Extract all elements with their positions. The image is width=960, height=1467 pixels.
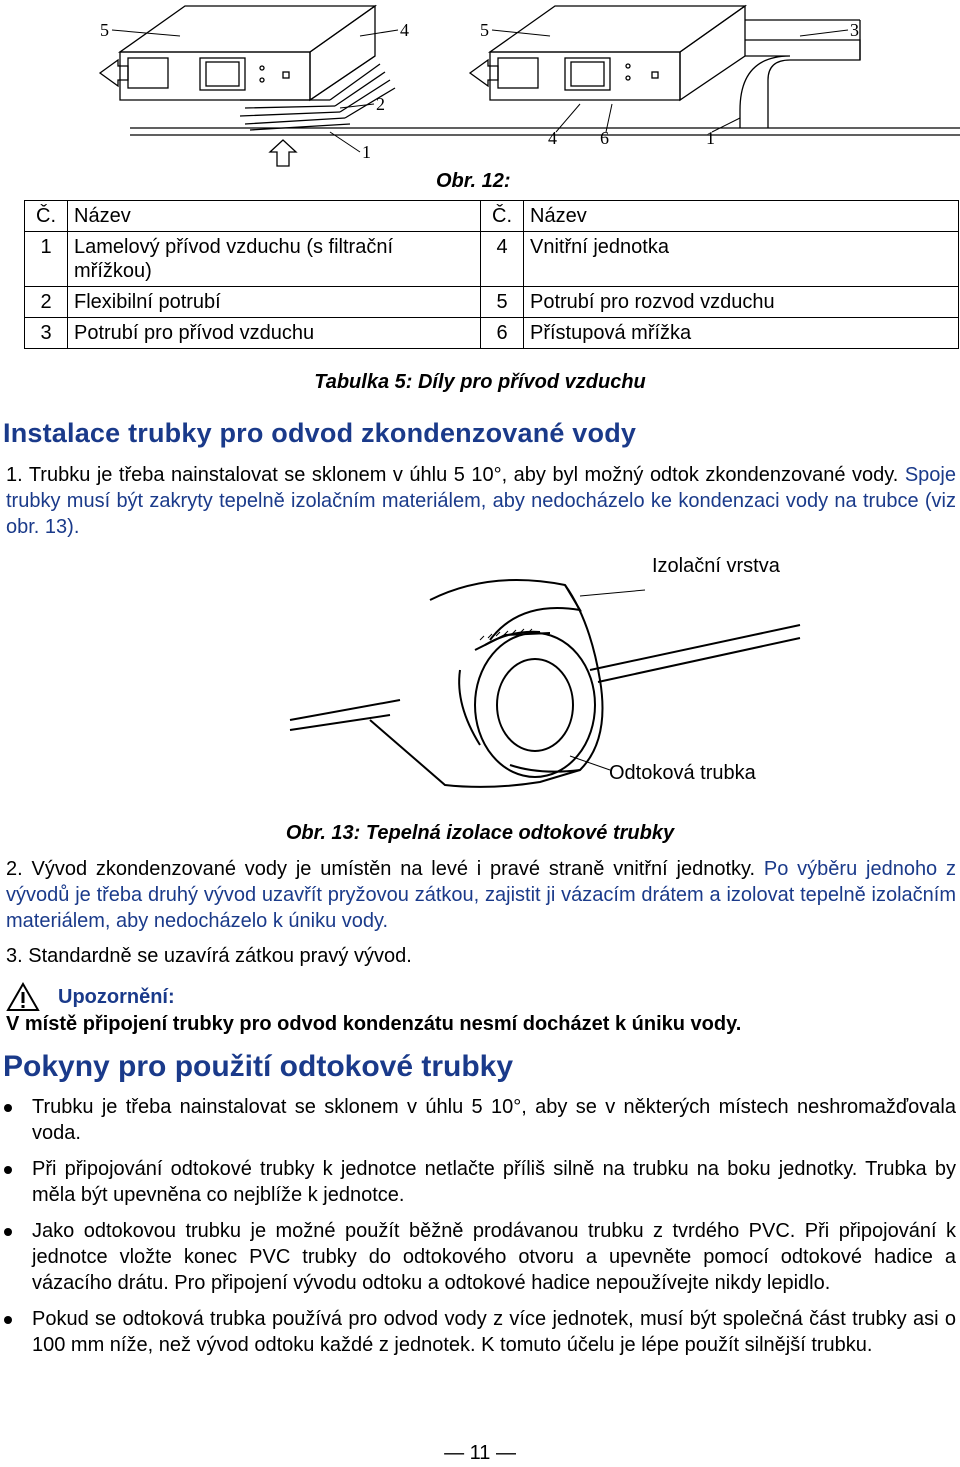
table-cell: Flexibilní potrubí [68, 287, 481, 318]
table-cell: 2 [25, 287, 68, 318]
parts-table [24, 200, 959, 349]
table-cell: 3 [25, 318, 68, 349]
table-row [25, 287, 959, 318]
list-item-text: Při připojování odtokové trubky k jednotce netlačte příliš silně na trubku na boku jednotky. Trubka by měla být upevněna co nejblíže k jednotce. [32, 1158, 956, 1206]
section-title-2: Pokyny pro použití odtokové trubky [3, 1050, 514, 1083]
table-cell: 1 [25, 232, 68, 287]
fig12-label: 2 [376, 94, 385, 114]
fig12-label: 5 [100, 20, 109, 40]
table-caption [0, 371, 960, 394]
table-header-cell: Název [524, 201, 959, 232]
fig12-label: 1 [362, 142, 371, 162]
warning-text: V místě připojení trubky pro odvod kondenzátu nesmí docházet k úniku vody. [6, 1013, 742, 1035]
bullet-icon [4, 1166, 12, 1174]
paragraph-2 [6, 856, 956, 934]
list-item-text: Jako odtokovou trubku je možné použít běžně prodávanou trubku z tvrdého PVC. Při připojování k jednotce vložte konec PVC trubky do odtokového otvoru a upevněte pomocí odtokové hadice a vázacího drátu. Pro připojení vývodu odtoku a odtokové hadice nepoužívejte nikdy lepidlo. [32, 1220, 956, 1294]
list-item-text: Trubku je třeba nainstalovat se sklonem v úhlu 5 10°, aby se v některých místech neshromažďovala voda. [32, 1096, 956, 1144]
table-header-cell: Č. [25, 201, 68, 232]
table-cell: 4 [481, 232, 524, 287]
figure-13-caption: Obr. 13: Tepelná izolace odtokové trubky [285, 822, 675, 844]
bullet-icon [4, 1316, 12, 1324]
table-caption-text: Tabulka 5: Díly pro přívod vzduchu [314, 371, 646, 393]
bullet-icon [4, 1104, 12, 1112]
table-header-cell: Název [68, 201, 481, 232]
paragraph-1-highlight: Spoje trubky musí být zakryty tepelně izolačním materiálem, aby nedocházelo ke kondenzaci vody na trubce (viz obr. 13). [6, 464, 956, 538]
fig12-label: 4 [548, 128, 557, 148]
warning-title: Upozornění: [58, 986, 175, 1008]
paragraph-2-text: 2. Vývod zkondenzované vody je umístěn na levé i pravé straně vnitřní jednotky. [6, 858, 756, 880]
table-cell: Přístupová mřížka [524, 318, 959, 349]
fig12-label: 6 [600, 128, 609, 148]
list-item [0, 1094, 956, 1146]
fig12-label: 1 [706, 128, 715, 148]
paragraph-1-text: 1. Trubku je třeba nainstalovat se sklonem v úhlu 5 10°, aby byl možný odtok zkondenzované vody. [6, 464, 899, 486]
table-cell: Potrubí pro přívod vzduchu [68, 318, 481, 349]
page-number: — 11 — [444, 1442, 516, 1464]
fig12-label: 4 [400, 20, 409, 40]
paragraph-3: 3. Standardně se uzavírá zátkou pravý vývod. [6, 945, 412, 967]
list-item [0, 1156, 956, 1208]
bullet-list [0, 1094, 956, 1368]
fig12-label: 5 [480, 20, 489, 40]
figure-12-caption: Obr. 12: [436, 170, 511, 192]
paragraph-2-highlight: Po výběru jednoho z vývodů je třeba druhý vývod uzavřít pryžovou zátkou, zajistit ji vázacím drátem a izolovat tepelně izolačním materiálem, aby nedocházelo k úniku vody. [6, 858, 956, 932]
fig12-label: 3 [850, 20, 859, 40]
paragraph-1 [6, 462, 956, 540]
bullet-icon [4, 1228, 12, 1236]
warning-triangle-icon [6, 982, 40, 1012]
section-title: Instalace trubky pro odvod zkondenzované vody [3, 418, 637, 448]
label-drain-pipe: Odtoková trubka [609, 762, 756, 784]
table-cell: 6 [481, 318, 524, 349]
table-header-cell: Č. [481, 201, 524, 232]
table-cell: Potrubí pro rozvod vzduchu [524, 287, 959, 318]
list-item [0, 1306, 956, 1358]
list-item-text: Pokud se odtoková trubka používá pro odvod vody z více jednotek, musí být společná část trubky asi o 100 mm níže, než vývod odtoku každé z jednotek. K tomuto účelu je lépe použít silnější trubku. [32, 1308, 956, 1356]
list-item [0, 1218, 956, 1296]
table-cell: Vnitřní jednotka [524, 232, 959, 287]
table-cell: Lamelový přívod vzduchu (s filtrační mřížkou) [68, 232, 481, 287]
table-header-row [25, 201, 959, 232]
table-row [25, 232, 959, 287]
table-cell: 5 [481, 287, 524, 318]
label-insulation-layer: Izolační vrstva [652, 555, 780, 577]
table-row [25, 318, 959, 349]
